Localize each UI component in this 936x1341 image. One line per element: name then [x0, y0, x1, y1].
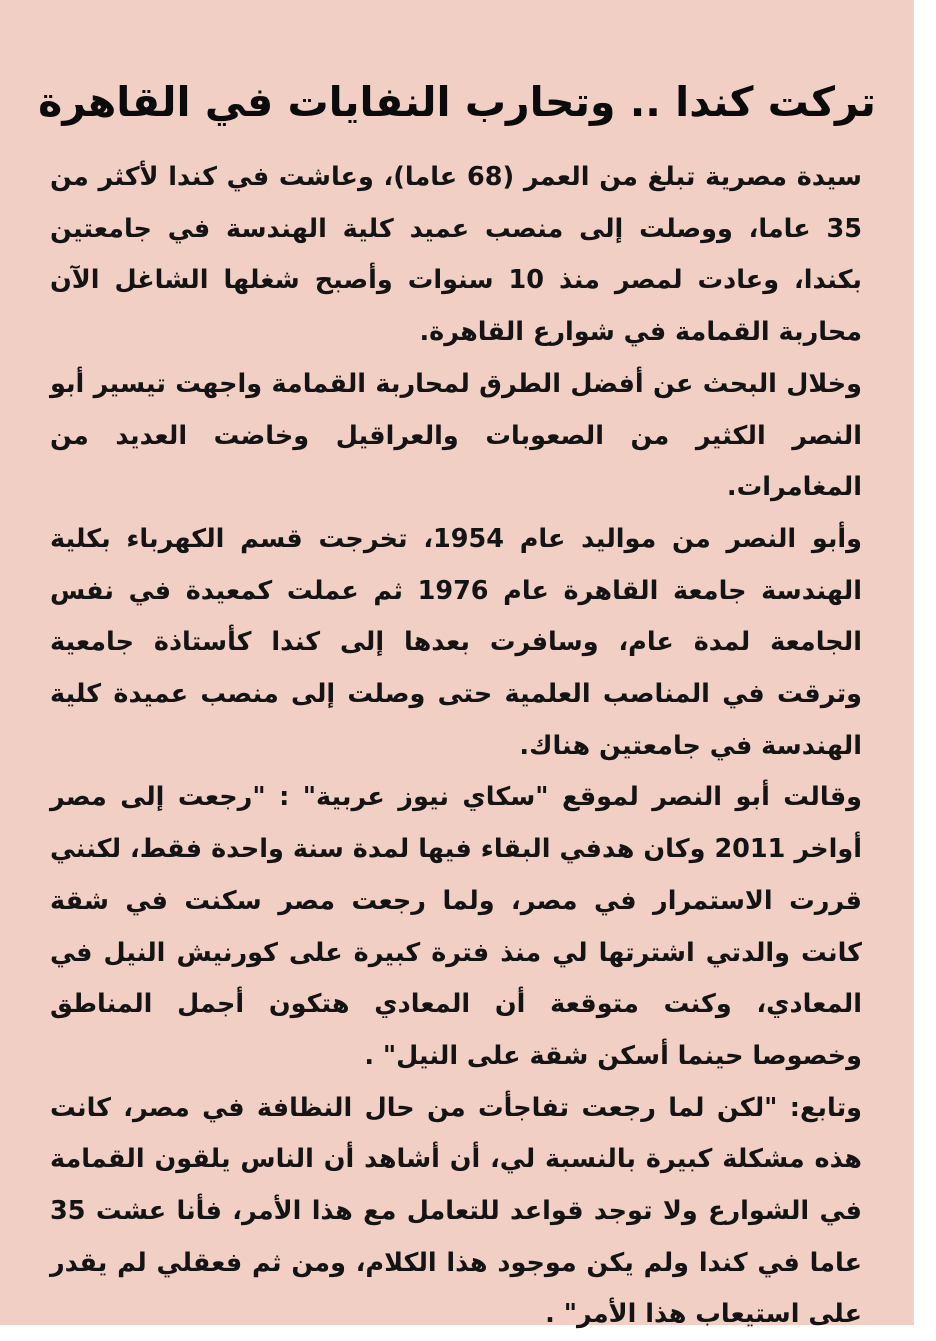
article-paragraph: وأبو النصر من مواليد عام 1954، تخرجت قسم الكهرباء بكلية الهندسة جامعة القاهرة عام 1976 ثم عملت كمعيدة في نفس الجامعة لمدة عام، وسافرت بعدها إلى كندا كأستاذة جامعية وترقت في المناصب العلمية حتى وصلت إلى منصب عميدة كلية الهندسة في جامعتين هناك. [50, 523, 862, 761]
article-paragraph: وتابع: "لكن لما رجعت تفاجأت من حال النظافة في مصر، كانت هذه مشكلة كبيرة بالنسبة لي، أن أشاهد أن الناس يلقون القمامة في الشوارع ولا توجد قواعد للتعامل مع هذا الأمر، فأنا عشت 35 عاما في كندا ولم يكن موجود هذا الكلام، ومن ثم فعقلي لم يقدر على استيعاب هذا الأمر" . [50, 1092, 862, 1330]
page-margin [914, 0, 936, 1325]
article-paragraph: وقالت أبو النصر لموقع "سكاي نيوز عربية" : "رجعت إلى مصر أواخر 2011 وكان هدفي البقاء فيها لمدة سنة واحدة فقط، لكنني قررت الاستمرار في مصر، ولما رجعت مصر سكنت في شقة كانت والدتي اشترتها لي منذ فترة كبيرة على كورنيش النيل في المعادي، وكنت متوقعة أن المعادي هتكون أجمل المناطق وخصوصا حينما أسكن شقة على النيل" . [50, 782, 863, 1071]
headline: تركت كندا .. وتحارب النفايات في القاهرة [38, 78, 876, 127]
article-paragraph: سيدة مصرية تبلغ من العمر (68 عاما)، وعاشت في كندا لأكثر من 35 عاما، ووصلت إلى منصب عميد كلية الهندسة في جامعتين بكندا، وعادت لمصر منذ 10 سنوات وأصبح شغلها الشاغل الآن محاربة القمامة في شوارع القاهرة. [50, 162, 863, 348]
article-body [50, 152, 862, 1341]
article-paragraph: وخلال البحث عن أفضل الطرق لمحاربة القمامة واجهت تيسير أبو النصر الكثير من الصعوبات والعراقيل وخاضت العديد من المغامرات. [50, 368, 862, 503]
